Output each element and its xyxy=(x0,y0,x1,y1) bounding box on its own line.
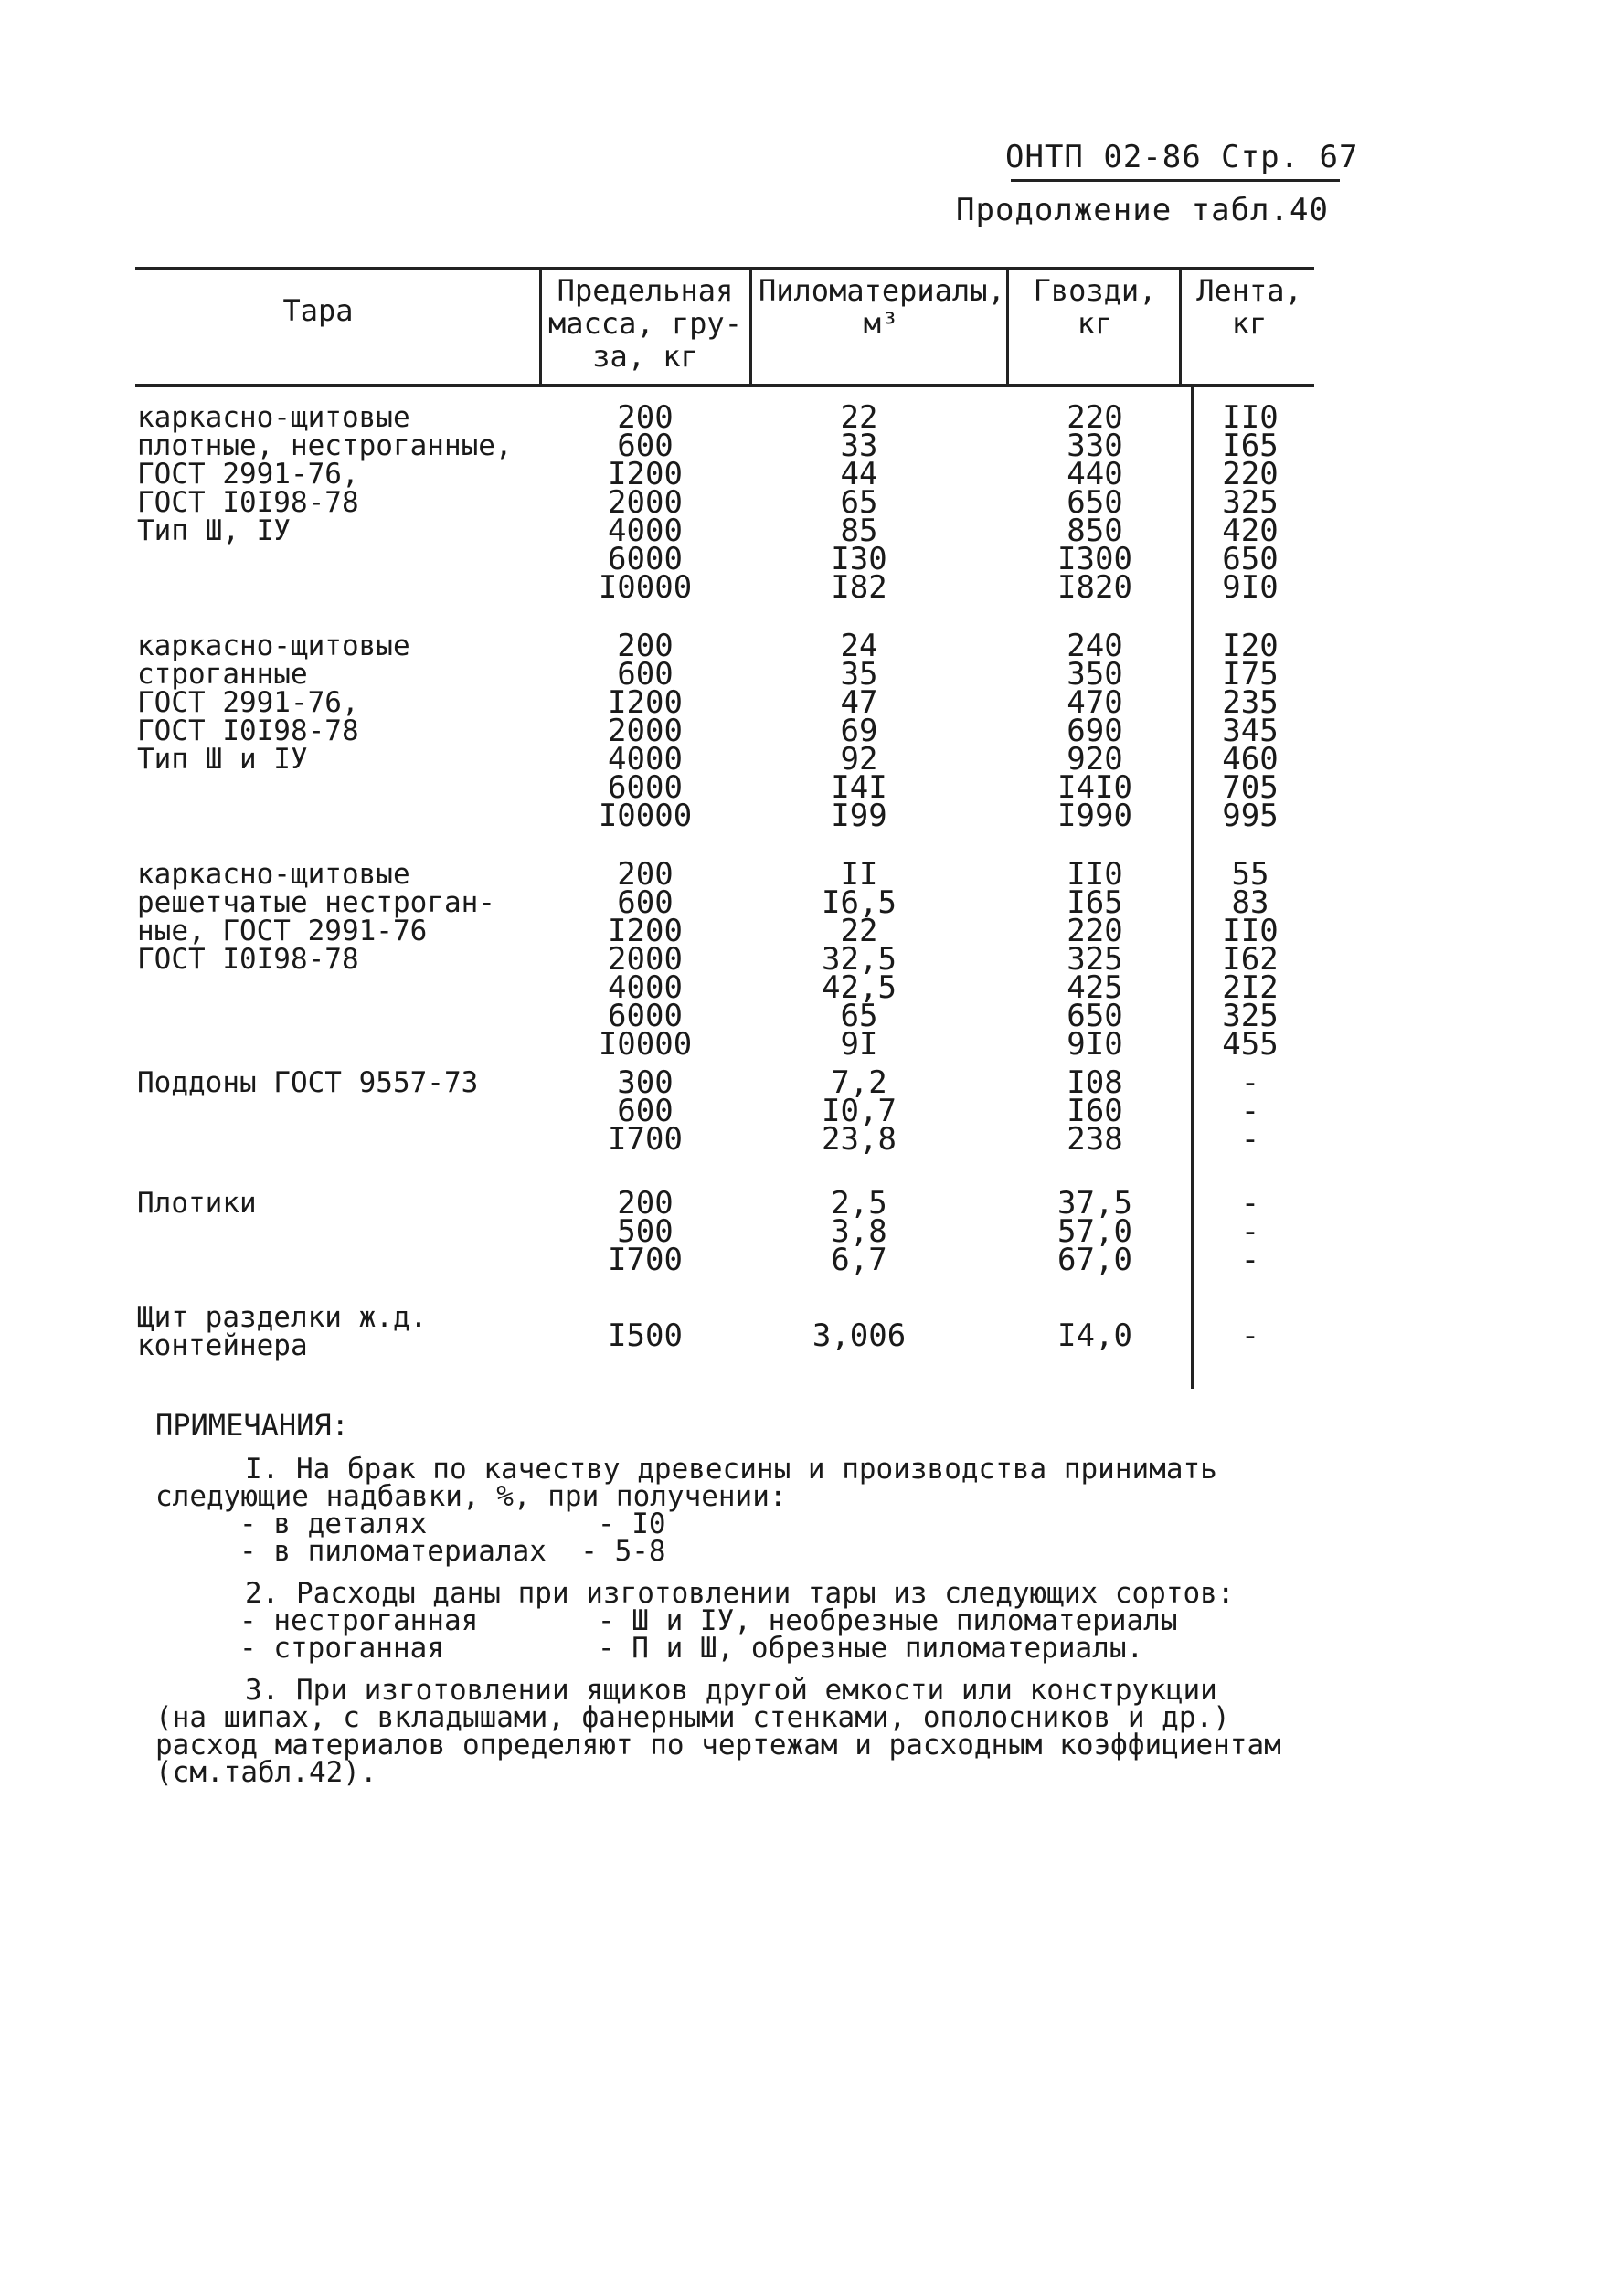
note-1-continuation: следующие надбавки, %, при получении: xyxy=(155,1480,787,1513)
cell-value: 4000 xyxy=(608,741,683,778)
cell-value: - xyxy=(1240,1121,1260,1158)
row-label: каркасно-щитовые решетчатые нестроган- ные, ГОСТ 2991-76 ГОСТ I0I98-78 xyxy=(137,858,495,976)
cell-value: 235 xyxy=(1222,684,1279,721)
cell-value: II0 xyxy=(1067,856,1123,893)
cell-value: 330 xyxy=(1067,428,1123,464)
cell-value: 325 xyxy=(1222,998,1279,1034)
column-divider xyxy=(749,267,752,386)
cell-tape xyxy=(1195,399,1305,606)
cell-value: - xyxy=(1240,1317,1260,1354)
cell-value: 57,0 xyxy=(1057,1213,1132,1250)
cell-value: - xyxy=(1240,1242,1260,1278)
cell-mass xyxy=(548,399,742,606)
materials-table xyxy=(135,267,1314,1391)
cell-value: 920 xyxy=(1067,741,1123,778)
cell-value: 65 xyxy=(840,484,878,521)
cell-value: I200 xyxy=(608,456,683,492)
cell-value: I30 xyxy=(831,541,887,577)
cell-value: I990 xyxy=(1057,798,1132,834)
cell-value: I700 xyxy=(608,1242,683,1278)
cell-value: 650 xyxy=(1222,541,1279,577)
header-tara: Тара xyxy=(282,293,354,328)
cell-value: I0,7 xyxy=(822,1093,897,1129)
cell-nails xyxy=(1014,856,1175,1063)
cell-value: 92 xyxy=(840,741,878,778)
cell-value: 500 xyxy=(617,1213,674,1250)
cell-value: II0 xyxy=(1222,399,1279,436)
cell-nails xyxy=(1014,399,1175,606)
header-lumber: Пиломатериалы, м³ xyxy=(759,273,1005,341)
cell-value: - xyxy=(1240,1185,1260,1222)
cell-value: 650 xyxy=(1067,998,1123,1034)
cell-value: 705 xyxy=(1222,769,1279,806)
cell-value: I500 xyxy=(608,1317,683,1354)
cell-value: 690 xyxy=(1067,713,1123,749)
cell-lumber xyxy=(759,1185,960,1278)
note-1-lead: I. На брак по качеству древесины и производства принимать xyxy=(245,1453,1217,1486)
column-divider xyxy=(1179,267,1182,386)
cell-value: I0000 xyxy=(598,1026,693,1063)
cell-value: 37,5 xyxy=(1057,1185,1132,1222)
cell-value: 440 xyxy=(1067,456,1123,492)
cell-value: 600 xyxy=(617,428,674,464)
cell-value: 200 xyxy=(617,856,674,893)
cell-value: I6,5 xyxy=(822,884,897,921)
notes-section xyxy=(155,1408,1299,1789)
cell-value: I700 xyxy=(608,1121,683,1158)
cell-value: 9I0 xyxy=(1222,569,1279,606)
cell-value: 32,5 xyxy=(822,941,897,978)
cell-lumber xyxy=(759,1317,960,1354)
cell-nails xyxy=(1014,1317,1175,1354)
cell-value: 2000 xyxy=(608,713,683,749)
cell-lumber xyxy=(759,856,960,1063)
cell-mass xyxy=(548,1317,742,1354)
cell-value: 3,8 xyxy=(831,1213,887,1250)
cell-mass xyxy=(548,1064,742,1158)
cell-value: I82 xyxy=(831,569,887,606)
header-mass: Предельная масса, гру-за, кг xyxy=(548,273,742,374)
cell-value: 600 xyxy=(617,656,674,693)
cell-value: 6000 xyxy=(608,769,683,806)
cell-value: II0 xyxy=(1222,913,1279,949)
cell-value: 350 xyxy=(1067,656,1123,693)
cell-value: 325 xyxy=(1222,484,1279,521)
cell-value: 995 xyxy=(1222,798,1279,834)
header-underline xyxy=(1011,179,1340,182)
cell-value: 6000 xyxy=(608,998,683,1034)
cell-value: 850 xyxy=(1067,513,1123,549)
cell-value: 600 xyxy=(617,884,674,921)
cell-value: I4I xyxy=(831,769,887,806)
note-3-continuation: (на шипах, с вкладышами, фанерными стенками, ополосников и др.) расход материалов определяют по чертежам и расходным коэффициентам (см.табл.42). xyxy=(155,1701,1299,1789)
cell-value: 420 xyxy=(1222,513,1279,549)
cell-value: I60 xyxy=(1067,1093,1123,1129)
note-2-item: - строганная - П и Ш, обрезные пиломатериалы. xyxy=(239,1632,1144,1665)
cell-value: 22 xyxy=(840,399,878,436)
cell-value: - xyxy=(1240,1213,1260,1250)
cell-mass xyxy=(548,1185,742,1278)
cell-value: 23,8 xyxy=(822,1121,897,1158)
cell-nails xyxy=(1014,1185,1175,1278)
table-continuation-label: Продолжение табл.40 xyxy=(956,192,1329,228)
cell-value: II xyxy=(840,856,878,893)
cell-value: 22 xyxy=(840,913,878,949)
cell-value: 300 xyxy=(617,1064,674,1101)
cell-value: 3,006 xyxy=(812,1317,907,1354)
cell-value: 9I xyxy=(840,1026,878,1063)
cell-lumber xyxy=(759,1064,960,1158)
cell-value: 6,7 xyxy=(831,1242,887,1278)
cell-tape xyxy=(1195,856,1305,1063)
cell-value: 55 xyxy=(1231,856,1269,893)
cell-value: I99 xyxy=(831,798,887,834)
cell-value: 35 xyxy=(840,656,878,693)
cell-value: 4000 xyxy=(608,513,683,549)
cell-value: 240 xyxy=(1067,628,1123,664)
cell-value: 325 xyxy=(1067,941,1123,978)
cell-value: 650 xyxy=(1067,484,1123,521)
header-tape: Лента, кг xyxy=(1196,273,1302,341)
cell-nails xyxy=(1014,1064,1175,1158)
cell-value: 83 xyxy=(1231,884,1269,921)
cell-value: I65 xyxy=(1222,428,1279,464)
cell-value: I300 xyxy=(1057,541,1132,577)
page-header: ОНТП 02-86 Стр. 67 xyxy=(1005,139,1359,175)
cell-value: 470 xyxy=(1067,684,1123,721)
cell-value: 220 xyxy=(1067,913,1123,949)
cell-value: 2000 xyxy=(608,484,683,521)
cell-value: I0000 xyxy=(598,798,693,834)
cell-mass xyxy=(548,628,742,834)
note-1-item: - в пиломатериалах - 5-8 xyxy=(239,1535,666,1568)
cell-nails xyxy=(1014,628,1175,834)
cell-tape xyxy=(1195,1064,1305,1158)
note-3-lead: 3. При изготовлении ящиков другой емкости или конструкции xyxy=(245,1674,1217,1707)
cell-value: 200 xyxy=(617,628,674,664)
cell-value: 69 xyxy=(840,713,878,749)
cell-value: 33 xyxy=(840,428,878,464)
cell-value: 2I2 xyxy=(1222,969,1279,1006)
column-divider xyxy=(1191,384,1194,1389)
cell-value: 460 xyxy=(1222,741,1279,778)
cell-value: I200 xyxy=(608,684,683,721)
cell-value: 200 xyxy=(617,1185,674,1222)
cell-value: 44 xyxy=(840,456,878,492)
row-label: Щит разделки ж.д. контейнера xyxy=(137,1301,428,1362)
table-top-rule xyxy=(135,267,1314,270)
cell-value: - xyxy=(1240,1093,1260,1129)
cell-value: I65 xyxy=(1067,884,1123,921)
cell-value: 4000 xyxy=(608,969,683,1006)
cell-value: I0000 xyxy=(598,569,693,606)
cell-value: 200 xyxy=(617,399,674,436)
cell-value: 425 xyxy=(1067,969,1123,1006)
cell-value: 85 xyxy=(840,513,878,549)
cell-value: 220 xyxy=(1222,456,1279,492)
cell-value: 65 xyxy=(840,998,878,1034)
cell-tape xyxy=(1195,1185,1305,1278)
cell-lumber xyxy=(759,628,960,834)
cell-value: I820 xyxy=(1057,569,1132,606)
row-label: Плотики xyxy=(137,1187,257,1220)
cell-value: 6000 xyxy=(608,541,683,577)
cell-value: 238 xyxy=(1067,1121,1123,1158)
cell-value: - xyxy=(1240,1064,1260,1101)
row-label: Поддоны ГОСТ 9557-73 xyxy=(137,1066,479,1099)
cell-lumber xyxy=(759,399,960,606)
cell-mass xyxy=(548,856,742,1063)
cell-value: 24 xyxy=(840,628,878,664)
column-divider xyxy=(1006,267,1009,386)
column-divider xyxy=(539,267,542,386)
cell-value: 2,5 xyxy=(831,1185,887,1222)
note-1-item: - в деталях - I0 xyxy=(239,1508,666,1540)
cell-value: 455 xyxy=(1222,1026,1279,1063)
cell-value: I62 xyxy=(1222,941,1279,978)
note-2-item: - нестроганная - Ш и IУ, необрезные пиломатериалы xyxy=(239,1604,1178,1637)
cell-tape xyxy=(1195,628,1305,834)
cell-value: 9I0 xyxy=(1067,1026,1123,1063)
cell-value: 2000 xyxy=(608,941,683,978)
header-nails: Гвозди, кг xyxy=(1033,273,1157,341)
cell-value: I08 xyxy=(1067,1064,1123,1101)
cell-value: 42,5 xyxy=(822,969,897,1006)
notes-title: ПРИМЕЧАНИЯ: xyxy=(155,1408,349,1443)
cell-value: I4,0 xyxy=(1057,1317,1132,1354)
cell-value: 47 xyxy=(840,684,878,721)
cell-value: I75 xyxy=(1222,656,1279,693)
note-2-lead: 2. Расходы даны при изготовлении тары из следующих сортов: xyxy=(245,1577,1235,1610)
cell-value: I200 xyxy=(608,913,683,949)
cell-value: 345 xyxy=(1222,713,1279,749)
cell-value: 67,0 xyxy=(1057,1242,1132,1278)
cell-tape xyxy=(1195,1317,1305,1354)
row-label: каркасно-щитовые строганные ГОСТ 2991-76, ГОСТ I0I98-78 Тип Ш и IУ xyxy=(137,630,410,776)
cell-value: 600 xyxy=(617,1093,674,1129)
cell-value: 220 xyxy=(1067,399,1123,436)
table-header-rule xyxy=(135,384,1314,387)
row-label: каркасно-щитовые плотные, нестроганные, ГОСТ 2991-76, ГОСТ I0I98-78 Тип Ш, IУ xyxy=(137,401,513,547)
cell-value: I20 xyxy=(1222,628,1279,664)
cell-value: I4I0 xyxy=(1057,769,1132,806)
cell-value: 7,2 xyxy=(831,1064,887,1101)
